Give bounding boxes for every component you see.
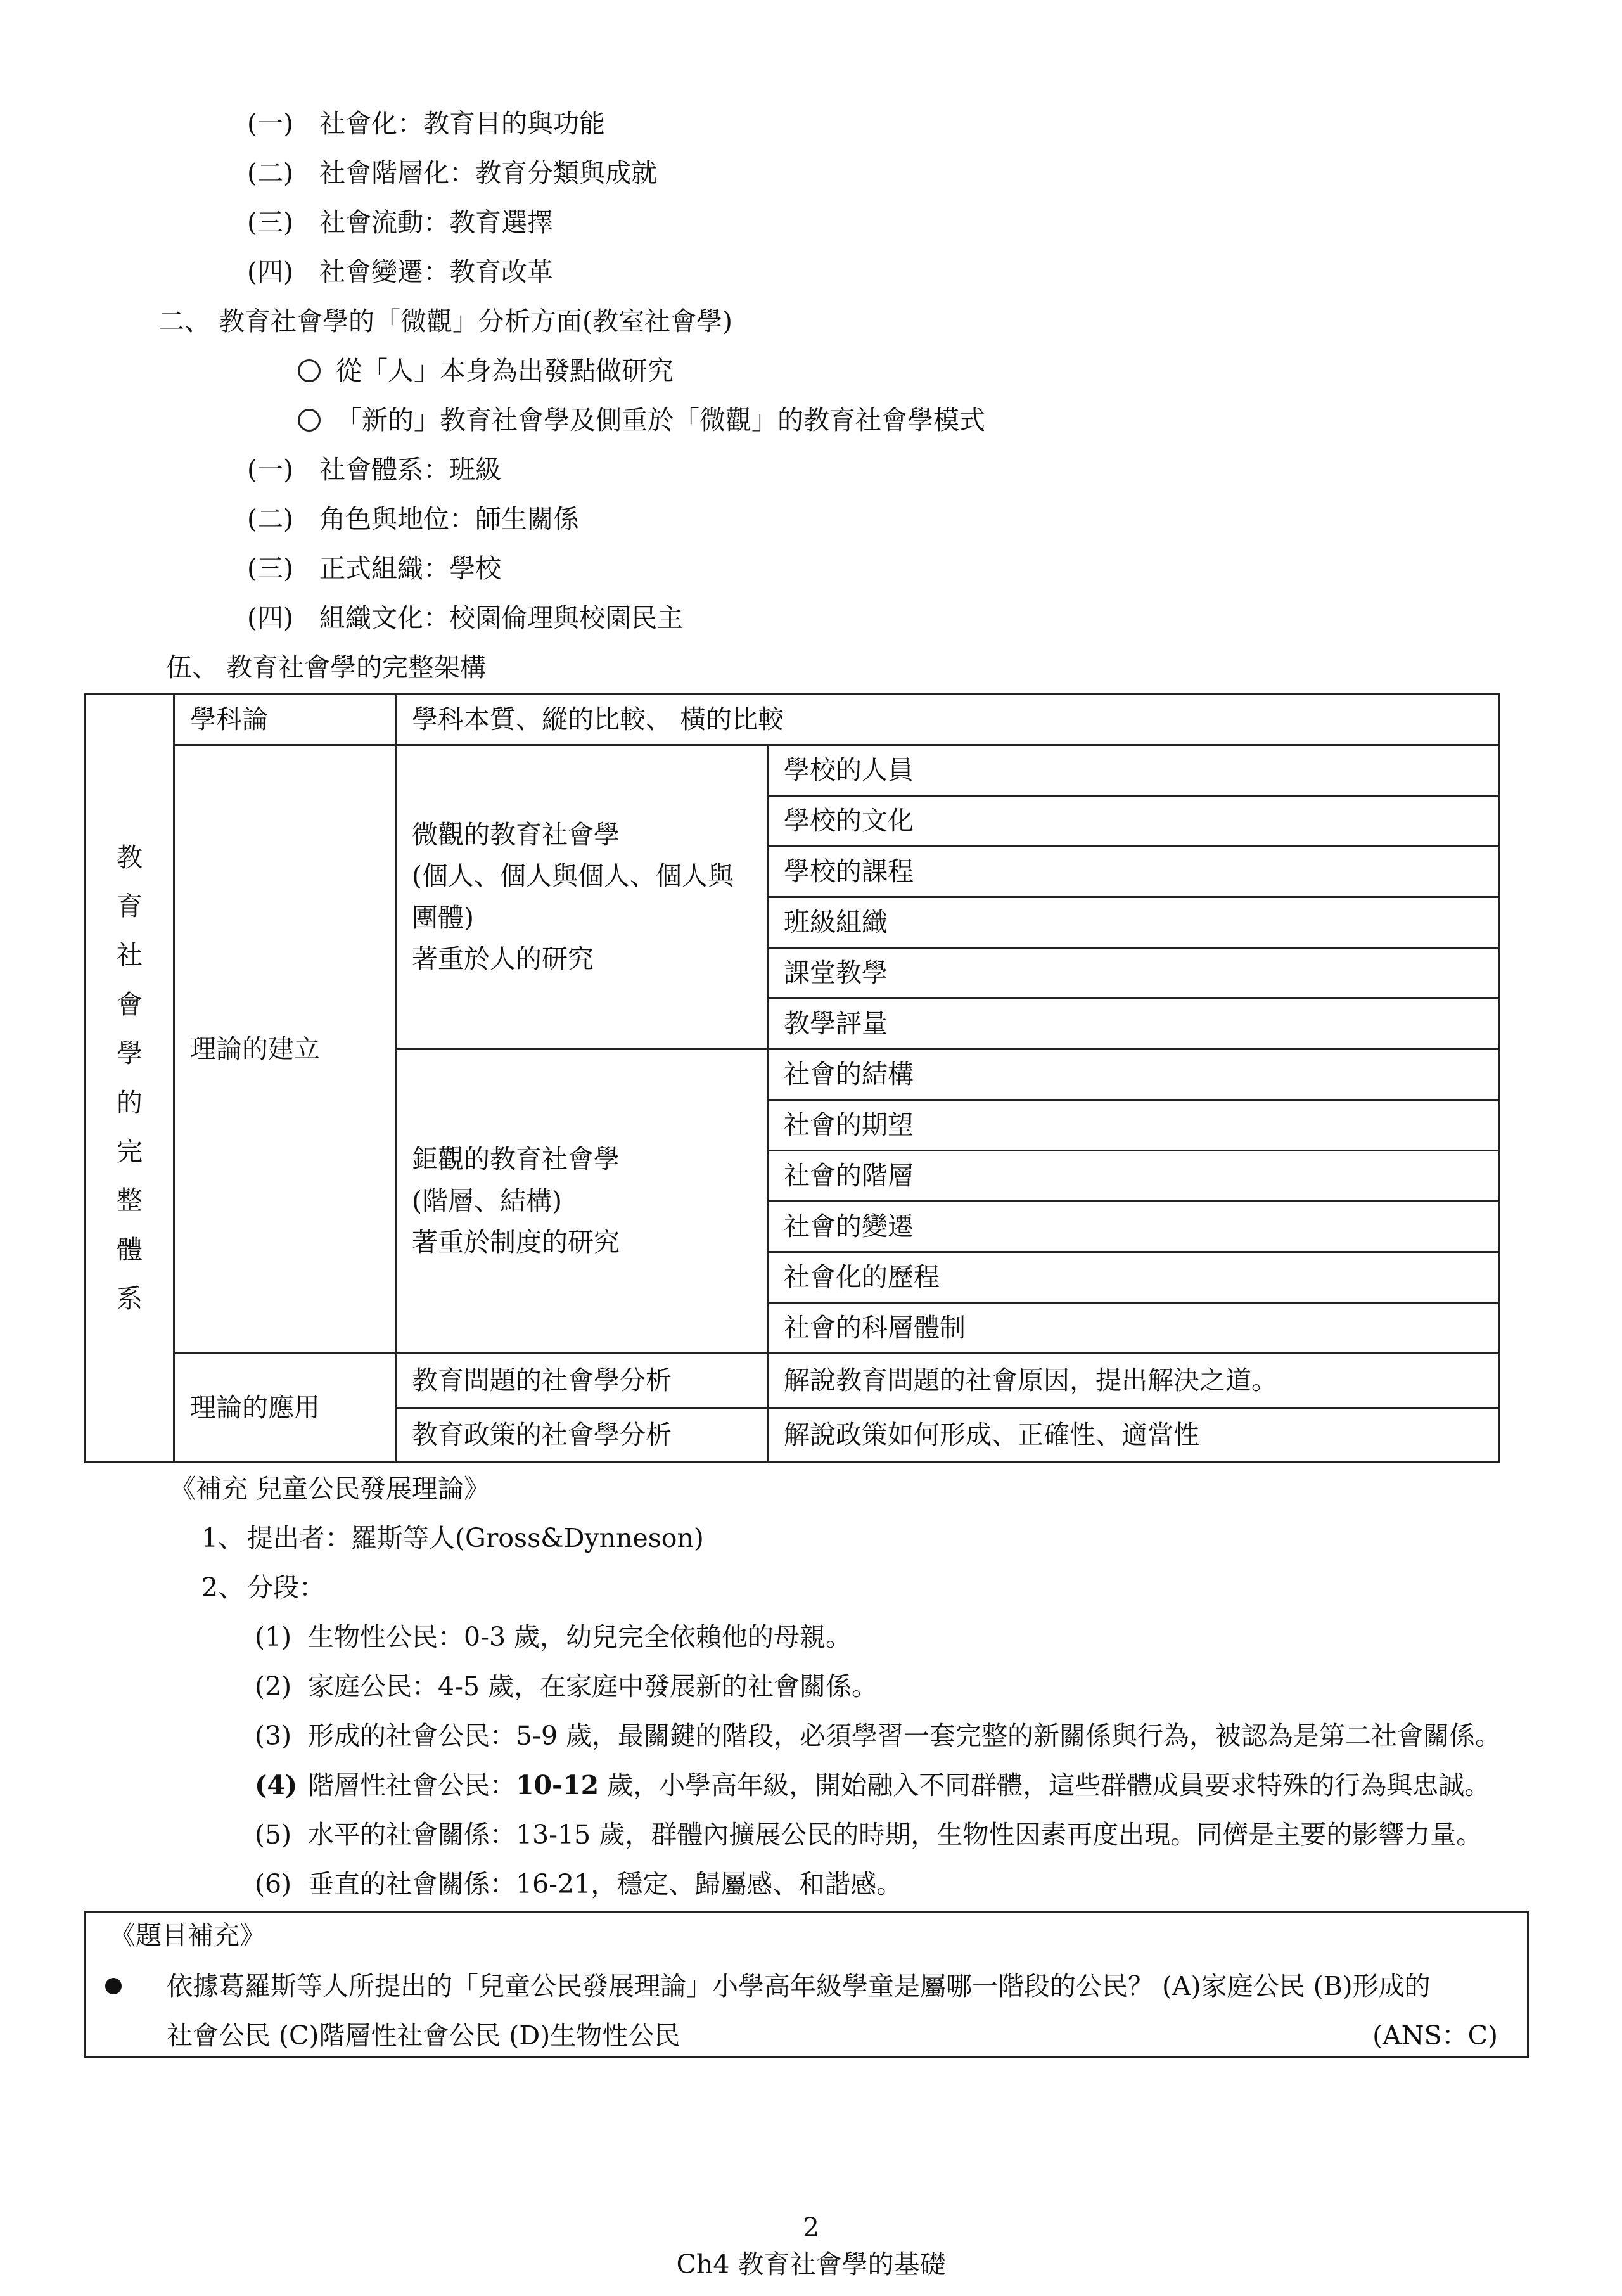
vertical-title-char: 會 [117, 989, 143, 1020]
micro-topic: 教學評量 [768, 999, 1500, 1049]
macro-topic: 社會的期望 [768, 1100, 1500, 1151]
application-name: 教育政策的社會學分析 [396, 1408, 768, 1463]
application-name: 教育問題的社會學分析 [396, 1354, 768, 1408]
stage-item: (4) 階層性社會公民：10-12 歲，小學高年級，開始融入不同群體，這些群體成員要求特殊的行為與忠誠。 [255, 1770, 1491, 1800]
circle-point-2: 「新的」教育社會學及側重於「微觀」的教育社會學模式 [298, 407, 985, 433]
stages-heading: 2、 分段： [201, 1572, 325, 1603]
macro-item-4: (四) 社會變遷：教育改革 [247, 257, 553, 287]
vertical-title-char: 的 [117, 1087, 143, 1118]
discipline-label: 學科論 [174, 695, 396, 745]
macro-topic: 社會的變遷 [768, 1202, 1500, 1252]
framework-table [84, 693, 1500, 1463]
macro-topic: 社會的結構 [768, 1049, 1500, 1100]
micro-item-1: (一) 社會體系：班級 [247, 454, 501, 485]
application-desc: 解說教育問題的社會原因，提出解決之道。 [768, 1354, 1500, 1408]
macro-item-3: (三) 社會流動：教育選擇 [247, 207, 553, 238]
section-five-heading: 伍、 教育社會學的完整架構 [166, 652, 487, 683]
macro-item-2: (二) 社會階層化：教育分類與成就 [247, 158, 657, 188]
macro-topic: 社會化的歷程 [768, 1252, 1500, 1303]
stage-item: (5) 水平的社會關係：13-15 歲，群體內擴展公民的時期，生物性因素再度出現。同儕是主要的影響力量。 [255, 1819, 1483, 1850]
circle-bullet-icon [298, 359, 321, 382]
question-box-heading: 《題目補充》 [110, 1920, 265, 1951]
table-vertical-title [86, 695, 174, 1463]
vertical-title-char: 整 [117, 1185, 143, 1216]
supplement-heading: 《補充 兒童公民發展理論》 [170, 1473, 490, 1504]
micro-topic: 學校的文化 [768, 796, 1500, 847]
micro-topic: 班級組織 [768, 897, 1500, 948]
discipline-content: 學科本質、縱的比較、 橫的比較 [396, 695, 1500, 745]
micro-item-4: (四) 組織文化：校園倫理與校園民主 [247, 603, 683, 633]
proposer-line: 1、 提出者：羅斯等人(Gross&Dynneson) [201, 1523, 704, 1553]
question-box [84, 1911, 1529, 2058]
section-two-heading: 二、 教育社會學的「微觀」分析方面(教室社會學) [158, 306, 733, 337]
micro-topic: 課堂教學 [768, 948, 1500, 999]
vertical-title-char: 完 [117, 1136, 143, 1167]
vertical-title-char: 體 [117, 1234, 143, 1265]
micro-description: 微觀的教育社會學 (個人、個人與個人、個人與 團體) 著重於人的研究 [396, 745, 768, 1049]
circle-point-1: 從「人」本身為出發點做研究 [298, 358, 674, 384]
page-number: 2 [802, 2212, 820, 2243]
vertical-title-char: 育 [117, 891, 143, 922]
vertical-title-char: 教 [117, 842, 143, 873]
stage-item: (6) 垂直的社會關係：16-21，穩定、歸屬感、和諧感。 [255, 1869, 903, 1899]
macro-description: 鉅觀的教育社會學 (階層、結構) 著重於制度的研究 [396, 1049, 768, 1354]
stage-item: (1) 生物性公民：0-3 歲，幼兒完全依賴他的母親。 [255, 1622, 852, 1652]
theory-application-label: 理論的應用 [174, 1354, 396, 1463]
micro-topic: 學校的課程 [768, 847, 1500, 897]
macro-topic: 社會的科層體制 [768, 1303, 1500, 1354]
vertical-title-char: 系 [117, 1283, 143, 1314]
macro-item-1: (一) 社會化：教育目的與功能 [247, 108, 605, 139]
theory-building-label: 理論的建立 [174, 745, 396, 1354]
vertical-title-char: 學 [117, 1038, 143, 1069]
question-line-1: 依據葛羅斯等人所提出的「兒童公民發展理論」小學高年級學童是屬哪一階段的公民？ (A)家庭公民 (B)形成的 [167, 1971, 1431, 2001]
application-desc: 解說政策如何形成、正確性、適當性 [768, 1408, 1500, 1463]
circle-bullet-icon [298, 409, 321, 432]
stage-item: (2) 家庭公民：4-5 歲，在家庭中發展新的社會關係。 [255, 1671, 878, 1702]
micro-item-3: (三) 正式組織：學校 [247, 553, 501, 584]
stage-item: (3) 形成的社會公民：5-9 歲，最關鍵的階段，必須學習一套完整的新關係與行為，被認為是第二社會關係。 [255, 1721, 1502, 1751]
chapter-title: Ch4 教育社會學的基礎 [676, 2249, 946, 2280]
macro-topic: 社會的階層 [768, 1151, 1500, 1202]
micro-topic: 學校的人員 [768, 745, 1500, 796]
micro-item-2: (二) 角色與地位：師生關係 [247, 504, 579, 534]
question-answer: (ANS：C) [1372, 2020, 1498, 2051]
vertical-title-char: 社 [117, 940, 143, 971]
bullet-icon [105, 1978, 122, 1994]
question-line-2: 社會公民 (C)階層性社會公民 (D)生物性公民 [167, 2020, 680, 2051]
